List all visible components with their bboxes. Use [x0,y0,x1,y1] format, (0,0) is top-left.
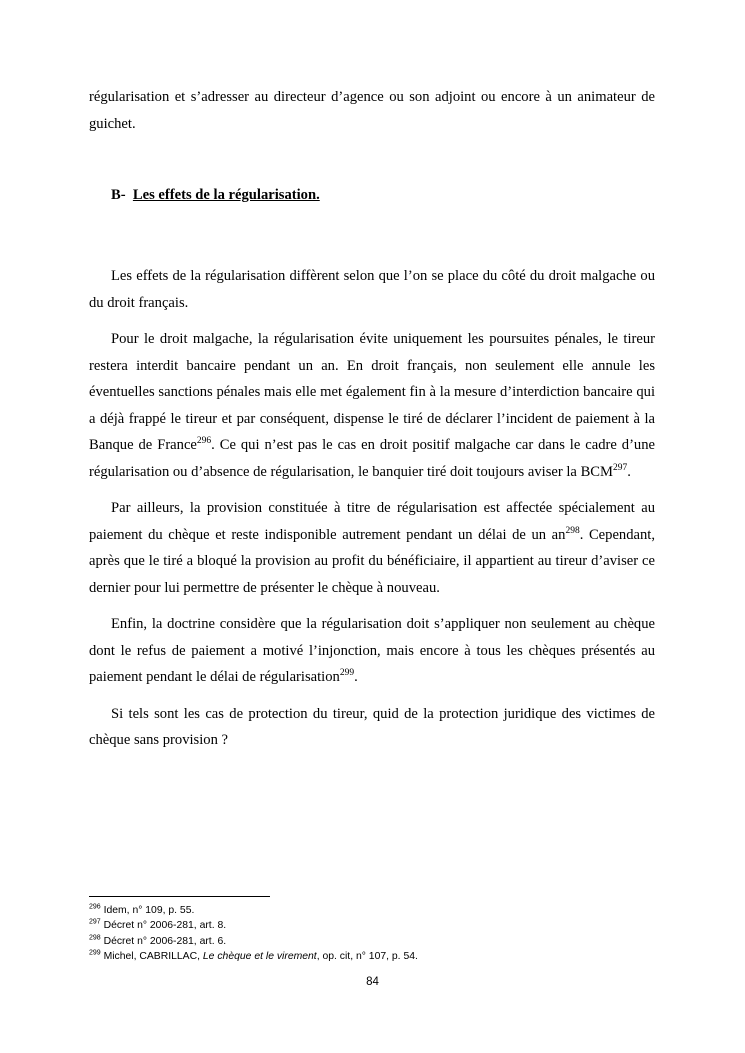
footnote-296 [89,903,655,918]
footnote-ref-296: 296 [196,436,212,447]
paragraph-2-text-a: Pour le droit malgache, la régularisation évite uniquement les poursuites pénales, le tireur restera interdit bancaire pendant un an. En droit français, non seulement elle annule les éventuelles sanctions pénales mais elle met également fin à la mesure d’interdiction bancaire qui a déjà frappé le tireur et par conséquent, dispense le tiré de déclarer l’incident de paiement à la Banque de France [89,331,655,453]
footnote-text: Michel, CABRILLAC, [100,951,203,963]
heading-title: Les effets de la régularisation. [132,187,320,203]
footnote-ref-299: 299 [339,668,355,679]
page-number: 84 [366,976,379,988]
paragraph-3-text-a: Par ailleurs, la provision constituée à titre de régularisation est affectée spécialement au paiement du chèque et reste indisponible autrement pendant un délai de un an [89,500,655,543]
continuation-block [89,84,655,137]
paragraph-5: Si tels sont les cas de protection du tireur, quid de la protection juridique des victimes de chèque sans provision ? [89,705,655,748]
paragraph-2 [89,326,655,485]
footnote-text: Idem, n° 109, p. 55. [100,905,195,916]
footnote-number: 299 [89,949,101,957]
body-text [89,263,655,764]
footnote-number: 298 [89,934,101,942]
footnote-ref-298: 298 [565,525,580,536]
continuation-paragraph: régularisation et s’adresser au directeur d’agence ou son adjoint ou encore à un animateur de guichet. [89,89,655,132]
footnotes [89,903,655,965]
footnote-book-title: Le chèque et le virement [202,951,317,963]
footnote-number: 296 [89,903,101,911]
paragraph-4-text-a: Enfin, la doctrine considère que la régularisation doit s’appliquer non seulement au chèque dont le refus de paiement a motivé l’injonction, mais encore à tous les chèques présentés au paiement pendant le délai de régularisation [89,616,655,685]
paragraph-4 [89,611,655,691]
paragraph-2-text-b: . Ce qui n’est pas le cas en droit positif malgache car dans le cadre d’une régularisation ou d’absence de régularisation, le banquier tiré doit toujours aviser la BCM [89,437,656,480]
footnote-number: 297 [89,918,101,926]
footnote-text: Décret n° 2006-281, art. 8. [100,920,227,932]
section-heading [111,187,320,204]
heading-number: B- [111,187,126,203]
footnote-text: Décret n° 2006-281, art. 6. [100,935,227,947]
paragraph-3-text-b: . Cependant, après que le tiré a bloqué la provision au profit du bénéficiaire, il appartient au tireur d’aviser ce dernier pour lui permettre de présenter le chèque à nouveau. [89,526,656,596]
footnote-297 [89,918,655,933]
footnote-separator [89,896,270,897]
footnote-ref-297: 297 [613,462,628,473]
paragraph-1: Les effets de la régularisation diffèrent selon que l’on se place du côté du droit malgache ou du droit français. [89,268,655,311]
footnote-299 [89,949,655,964]
footnote-298 [89,934,655,949]
paragraph-3 [89,495,655,601]
paragraph-4-text-b: . [354,669,358,685]
paragraph-2-text-c: . [627,463,631,480]
footnote-text: , op. cit, n° 107, p. 54. [316,951,418,963]
